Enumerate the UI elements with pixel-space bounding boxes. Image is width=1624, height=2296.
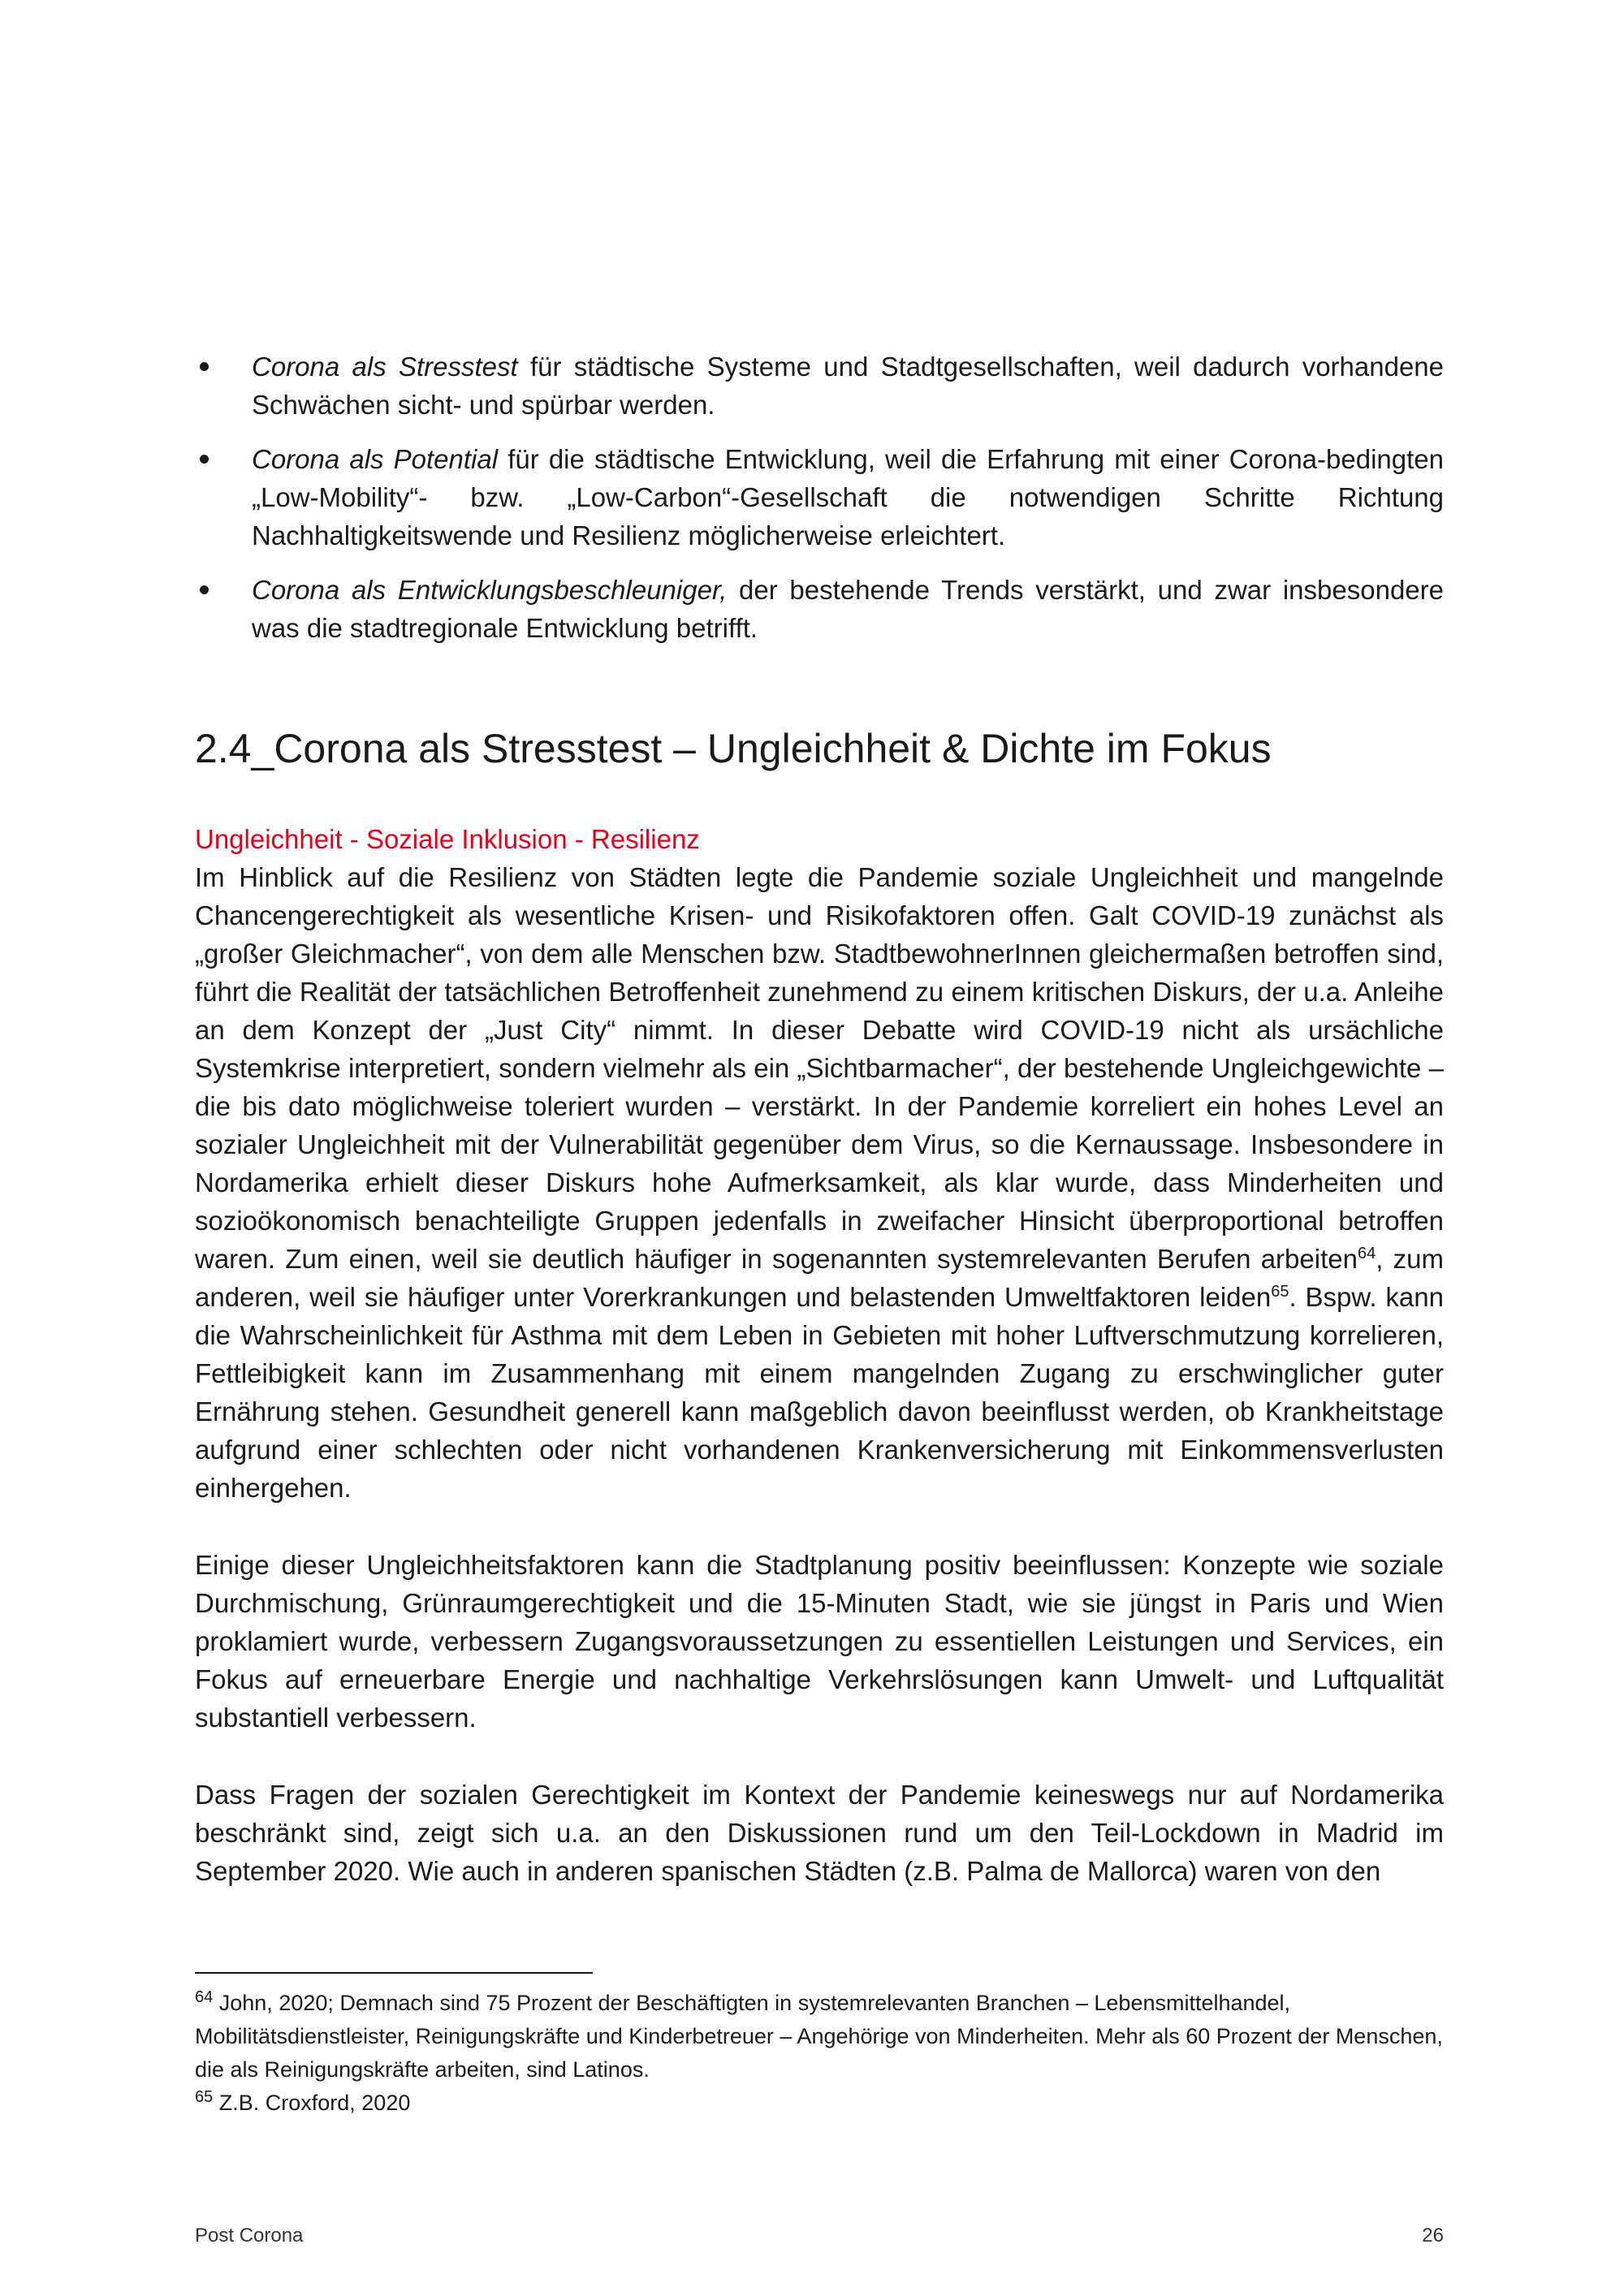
subheading: Ungleichheit - Soziale Inklusion - Resilienz — [195, 824, 700, 854]
footnote-divider — [195, 1972, 593, 1974]
footnote-ref-65[interactable]: 65 — [1271, 1283, 1289, 1301]
page-number: 26 — [1422, 2225, 1444, 2246]
bullet-text: für städtische Systeme und Stadtgesellschaften, weil dadurch vorhandene Schwächen sicht- und spürbar werden. — [252, 352, 1445, 420]
footnote-64 — [195, 1987, 1444, 2087]
list-item — [195, 440, 1444, 555]
footnote-ref-64[interactable]: 64 — [1357, 1245, 1376, 1262]
list-item — [195, 347, 1444, 424]
footnote-number: 64 — [195, 1988, 214, 2006]
paragraph-1 — [195, 858, 1444, 1507]
bullet-italic: Corona als Potential — [252, 444, 499, 474]
bullet-icon — [200, 455, 209, 464]
bullet-icon — [200, 585, 209, 594]
bullet-icon — [200, 362, 209, 371]
paragraph-1-part-a: Im Hinblick auf die Resilienz von Städten legte die Pandemie soziale Ungleichheit und mangelnde Chancengerechtigkeit als wesentliche Krisen- und Risikofaktoren offen. Galt COVID-19 zunächst als „großer Gleichmacher“, von dem alle Menschen bzw. StadtbewohnerInnen gleichermaßen betroffen sind, führt die Realität der tatsächlichen Betroffenheit zunehmend zu einem kritischen Diskurs, der u.a. Anleihe an dem Konzept der „Just City“ nimmt. In dieser Debatte wird COVID-19 nicht als ursächliche Systemkrise interpretiert, sondern vielmehr als ein „Sichtbarmacher“, der bestehende Ungleichgewichte – die bis dato möglichweise toleriert wurden – verstärkt. In der Pandemie korreliert ein hohes Level an sozialer Ungleichheit mit der Vulnerabilität gegenüber dem Virus, so die Kernaussage. Insbesondere in Nordamerika erhielt dieser Diskurs hohe Aufmerksamkeit, als klar wurde, dass Minderheiten und sozioökonomisch benachteiligte Gruppen jedenfalls in zweifacher Hinsicht überproportional betroffen waren. Zum einen, weil sie deutlich häufiger in sogenannten systemrelevanten Berufen arbeiten — [195, 862, 1444, 1274]
footer-title: Post Corona — [195, 2225, 304, 2246]
bullet-text: der bestehende Trends verstärkt, und zwar insbesondere was die stadtregionale Entwicklung betrifft. — [252, 575, 1444, 643]
list-item — [195, 571, 1444, 647]
footnotes — [195, 1987, 1444, 2120]
bullet-italic: Corona als Stresstest — [252, 352, 518, 382]
bullet-list — [195, 347, 1444, 647]
paragraph-2: Einige dieser Ungleichheitsfaktoren kann die Stadtplanung positiv beeinflussen: Konzepte wie soziale Durchmischung, Grünraumgerechtigkeit und die 15-Minuten Stadt, wie sie jüngst in Paris und Wien proklamiert wurde, verbessern Zugangsvoraussetzungen zu essentiellen Leistungen und Services, ein Fokus auf erneuerbare Energie und nachhaltige Verkehrslösungen kann Umwelt- und Luftqualität substantiell verbessern. — [195, 1550, 1444, 1733]
page-content — [195, 347, 1444, 1929]
footnote-text: John, 2020; Demnach sind 75 Prozent der Beschäftigten in systemrelevanten Branchen – Lebensmittelhandel, Mobilitätsdienstleister, Reinigungskräfte und Kinderbetreuer – Angehörige von Minderheiten. Mehr als 60 Prozent der Menschen, die als Reinigungskräfte arbeiten, sind Latinos. — [195, 1991, 1443, 2082]
paragraph-1-part-c: . Bspw. kann die Wahrscheinlichkeit für Asthma mit dem Leben in Gebieten mit hoher Luftverschmutzung korrelieren, Fettleibigkeit kann im Zusammenhang mit einem mangelnden Zugang zu erschwinglicher guter Ernährung stehen. Gesundheit generell kann maßgeblich davon beeinflusst werden, ob Krankheitstage aufgrund einer schlechten oder nicht vorhandenen Krankenversicherung mit Einkommensverlusten einhergehen. — [195, 1282, 1444, 1503]
section-title: 2.4_Corona als Stresstest – Ungleichheit & Dichte im Fokus — [195, 726, 1272, 771]
footnote-65 — [195, 2087, 1444, 2120]
bullet-text: für die städtische Entwicklung, weil die Erfahrung mit einer Corona-bedingten „Low-Mobility“- bzw. „Low-Carbon“-Gesellschaft die notwendigen Schritte Richtung Nachhaltigkeitswende und Resilienz möglicherweise erleichtert. — [252, 444, 1444, 550]
footnote-number: 65 — [195, 2088, 214, 2106]
paragraph-1-part-b: , zum anderen, weil sie häufiger unter Vorerkrankungen und belastenden Umweltfaktoren leiden — [195, 1244, 1445, 1312]
paragraph-3: Dass Fragen der sozialen Gerechtigkeit im Kontext der Pandemie keineswegs nur auf Nordamerika beschränkt sind, zeigt sich u.a. an den Diskussionen rund um den Teil-Lockdown in Madrid im September 2020. Wie auch in anderen spanischen Städten (z.B. Palma de Mallorca) waren von den — [195, 1780, 1444, 1886]
bullet-italic: Corona als Entwicklungsbeschleuniger, — [252, 575, 728, 605]
footnote-text: Z.B. Croxford, 2020 — [213, 2091, 411, 2115]
